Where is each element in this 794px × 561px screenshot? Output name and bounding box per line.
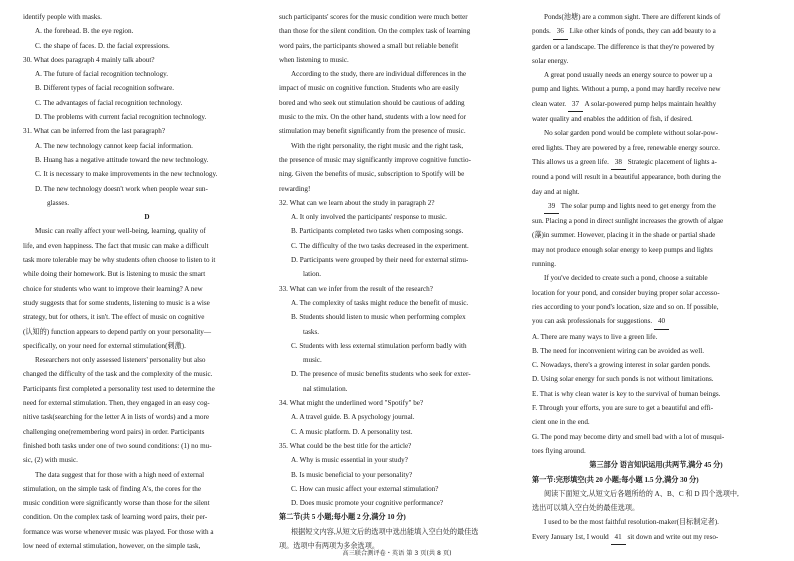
line-text: need for external stimulation. Then, they engaged in an easy cog- — [23, 399, 210, 408]
text-line — [279, 110, 527, 124]
text-line — [532, 199, 780, 214]
text-line — [23, 439, 271, 453]
line-text: sun. Placing a pond in direct sunlight increases the growth of algae — [532, 217, 724, 226]
line-text: C. Students with less external stimulation perform badly with — [291, 341, 467, 350]
line-text: choice for students who want to improve their learning? A new — [23, 284, 203, 293]
line-text: E. That is why clean water is key to the survival of human beings. — [532, 389, 721, 398]
line-text: round a pond will result in a beautiful appearance, both during the — [532, 173, 721, 182]
line-text-after-blank: Strategic placement of lights a- — [627, 157, 717, 166]
line-text: changed the difficulty of the task and the complexity of the music. — [23, 370, 213, 379]
text-line — [532, 155, 780, 170]
line-text: 35. What could be the best title for the article? — [279, 441, 412, 450]
text-line — [279, 67, 527, 81]
text-line — [279, 24, 527, 38]
line-text: ning. Given the benefits of music, subscription to Spotify will be — [279, 170, 465, 179]
line-text: solar energy. — [532, 56, 569, 65]
line-text: D. The problems with current facial recognition technology. — [35, 113, 207, 122]
text-line — [23, 325, 271, 339]
line-text: I used to be the most faithful resolution-maker(目标制定者). — [544, 518, 719, 527]
line-text-after-blank: A solar-powered pump helps maintain healthy — [584, 99, 717, 108]
text-line — [279, 396, 527, 410]
line-text: 30. What does paragraph 4 mainly talk about? — [23, 55, 155, 64]
text-line — [532, 170, 780, 184]
line-text: condition. On the complex task of learning word pairs, their per- — [23, 513, 208, 522]
line-text: D. Using solar energy for such ponds is not without limitations. — [532, 375, 714, 384]
text-line — [532, 97, 780, 112]
line-text: A. The future of facial recognition technology. — [35, 70, 169, 79]
line-text: identify people with masks. — [23, 13, 102, 21]
text-line — [23, 267, 271, 281]
line-text: The data suggest that for those with a high need of external — [35, 470, 205, 479]
line-text: Music can really affect your well-being, learning, quality of — [35, 227, 206, 236]
line-text: A great pond usually needs an energy source to power up a — [544, 71, 713, 80]
text-line — [279, 182, 527, 196]
line-text: If you've decided to create such a pond, choose a suitable — [544, 274, 708, 283]
text-line — [279, 325, 527, 339]
text-line — [279, 296, 527, 310]
text-line — [23, 482, 271, 496]
text-line — [532, 473, 780, 487]
text-line — [23, 396, 271, 410]
text-line — [279, 282, 527, 296]
text-line — [279, 53, 527, 67]
text-line — [23, 182, 271, 196]
text-line — [279, 453, 527, 467]
text-line — [532, 330, 780, 344]
line-text: stimulation, on the simple task of finding A's, the cores for the — [23, 484, 201, 493]
answer-blank: 41 — [611, 530, 626, 545]
line-text: D — [144, 213, 150, 222]
text-line — [279, 153, 527, 167]
line-text: Researchers not only assessed listeners' personality but also — [35, 356, 206, 365]
line-text: task more tolerable may be why students often choose to listen to it — [23, 256, 216, 265]
text-line — [279, 525, 527, 539]
text-line — [279, 39, 527, 53]
answer-blank: 40 — [654, 314, 669, 329]
answer-blank: 37 — [568, 97, 583, 112]
line-text: 33. What can we infer from the result of the research? — [279, 284, 433, 293]
text-line — [279, 382, 527, 396]
line-text: 32. What can we learn about the study in paragraph 2? — [279, 198, 435, 207]
line-text: music to the mix. On the other hand, students with a low need for — [279, 113, 467, 122]
text-line — [532, 82, 780, 96]
text-line — [23, 468, 271, 482]
line-text: 选出可以填入空白处的最佳选项。 — [532, 504, 640, 513]
text-line — [23, 167, 271, 181]
line-text: nitive task(searching for the letter A in lists of words) and a more — [23, 413, 210, 422]
text-line — [23, 124, 271, 138]
text-line — [23, 81, 271, 95]
text-line — [532, 54, 780, 68]
text-line — [23, 67, 271, 81]
line-text: toes flying around. — [532, 446, 586, 455]
line-text: 项。选项中有两项为多余选项。 — [279, 541, 379, 550]
line-text: challenging one(remembering word pairs) in order. Participants — [23, 427, 205, 436]
text-line — [279, 353, 527, 367]
line-text: A. There are many ways to live a green life. — [532, 332, 658, 341]
text-line — [532, 24, 780, 39]
text-line — [279, 482, 527, 496]
text-line — [532, 68, 780, 82]
line-text: D. Does music promote your cognitive performance? — [291, 499, 444, 508]
line-text: B. Is music beneficial to your personality? — [291, 470, 413, 479]
text-line — [23, 310, 271, 324]
text-line — [532, 141, 780, 155]
line-text: C. Nowadays, there's a growing interest in solar garden ponds. — [532, 361, 711, 370]
line-text: study suggests that for some students, listening to music is a wise — [23, 298, 210, 307]
line-text: Every January 1st, I would — [532, 532, 609, 541]
text-line — [532, 243, 780, 257]
text-line — [23, 382, 271, 396]
text-line — [23, 282, 271, 296]
text-line — [23, 367, 271, 381]
line-text: finished both tasks under one of two sound conditions: (1) no mu- — [23, 441, 212, 450]
line-text: water quality and enables the addition of fish, if desired. — [532, 115, 693, 124]
line-text: low need of external stimulation, however, on the simple task, — [23, 541, 201, 550]
line-text: word pairs, the participants showed a small but reliable benefit — [279, 41, 459, 50]
line-text: A. The complexity of tasks might reduce the benefit of music. — [291, 298, 469, 307]
text-line — [532, 530, 780, 545]
line-text: 第一节:完形填空(共 20 小题;每小题 1.5 分,满分 30 分) — [532, 475, 699, 484]
line-text: lation. — [303, 270, 322, 279]
line-text: D. Participants were grouped by their need for external stimu- — [291, 256, 469, 265]
answer-blank: 39 — [544, 199, 559, 214]
line-text: A. Why is music essential in your study? — [291, 456, 408, 465]
line-text: 34. What might the underlined word "Spotify" be? — [279, 399, 424, 408]
text-line — [23, 110, 271, 124]
text-line — [23, 24, 271, 38]
line-text: cient one in the end. — [532, 418, 590, 427]
line-text: garden or a landscape. The difference is that they're powered by — [532, 42, 715, 51]
line-text: 第二节(共 5 小题;每小题 2 分,满分 10 分) — [279, 513, 406, 522]
answer-blank: 36 — [553, 24, 568, 39]
text-line — [279, 167, 527, 181]
text-line — [532, 344, 780, 358]
text-line — [279, 124, 527, 138]
text-line — [532, 185, 780, 199]
text-line — [532, 300, 780, 314]
text-line — [279, 196, 527, 210]
line-text: D. The presence of music benefits students who seek for exter- — [291, 370, 471, 379]
line-text: impact of music on cognitive function. Students who are easily — [279, 84, 460, 93]
line-text: C. How can music affect your external stimulation? — [291, 484, 439, 493]
line-text: while doing their homework. But is listening to music the smart — [23, 270, 206, 279]
line-text: running. — [532, 260, 556, 269]
text-line — [279, 510, 527, 524]
text-line — [532, 126, 780, 140]
text-line — [279, 210, 527, 224]
line-text: A. The new technology cannot keep facial information. — [35, 141, 193, 150]
text-line — [532, 387, 780, 401]
text-line — [532, 444, 780, 458]
text-line — [23, 425, 271, 439]
line-text: No solar garden pond would be complete without solar-pow- — [544, 129, 718, 138]
line-text: tasks. — [303, 327, 320, 336]
text-line — [279, 468, 527, 482]
line-text: C. The advantages of facial recognition technology. — [35, 98, 183, 107]
text-line — [532, 515, 780, 529]
line-text: bored and who seek out stimulation should be cautious of adding — [279, 98, 465, 107]
answer-blank: 38 — [611, 155, 626, 170]
text-line — [23, 253, 271, 267]
line-text: than those for the silent condition. On the complex task of learning — [279, 27, 471, 36]
line-text: formance was worse whenever music was played. For those with a — [23, 527, 214, 536]
line-text: rewarding! — [279, 184, 311, 193]
line-text: glasses. — [47, 198, 70, 207]
line-text: may not produce enough solar energy to keep pumps and lights — [532, 245, 713, 254]
line-text: ponds. — [532, 27, 551, 36]
line-text: C. the shape of faces. D. the facial expressions. — [35, 41, 170, 50]
page-footer: 高三联合测评卷・英语 第 3 页(共 8 页) — [342, 550, 452, 557]
line-text: such participants' scores for the music condition were much better — [279, 13, 468, 21]
line-text: music condition were significantly worse than those for the silent — [23, 499, 210, 508]
text-line — [532, 401, 780, 415]
text-line — [279, 425, 527, 439]
line-text: C. A music platform. D. A personality test. — [291, 427, 413, 436]
column-left — [23, 10, 271, 553]
line-text: sic, (2) with music. — [23, 456, 78, 465]
text-line — [532, 430, 780, 444]
line-text: specifically, on your need for external stimulation(刺激). — [23, 341, 186, 350]
line-text: C. The difficulty of the two tasks decreased in the experiment. — [291, 241, 469, 250]
column-middle — [279, 10, 527, 553]
text-line — [23, 239, 271, 253]
text-line — [279, 253, 527, 267]
text-line — [532, 314, 780, 329]
line-text: A. It only involved the participants' response to music. — [291, 213, 447, 222]
text-line — [279, 81, 527, 95]
text-line — [23, 39, 271, 53]
text-line — [23, 339, 271, 353]
text-line — [279, 224, 527, 238]
text-line — [279, 96, 527, 110]
line-text: B. The need for inconvenient wiring can be avoided as well. — [532, 346, 704, 355]
text-line — [532, 286, 780, 300]
line-text: G. The pond may become dirty and smell bad with a lot of musqui- — [532, 432, 725, 441]
text-line — [532, 372, 780, 386]
text-line — [279, 439, 527, 453]
line-text: B. Different types of facial recognition software. — [35, 84, 175, 93]
column-right — [532, 10, 780, 545]
text-line — [279, 139, 527, 153]
text-line — [532, 487, 780, 501]
line-text: music. — [303, 356, 322, 365]
text-line — [23, 10, 271, 24]
line-text: With the right personality, the right music and the right task, — [291, 141, 464, 150]
text-line — [23, 496, 271, 510]
text-line — [279, 310, 527, 324]
text-line — [23, 53, 271, 67]
line-text: B. Huang has a negative attitude toward the new technology. — [35, 155, 209, 164]
text-line — [532, 415, 780, 429]
line-text: you can ask professionals for suggestions. — [532, 317, 653, 326]
line-text: day and at night. — [532, 187, 580, 196]
text-line — [532, 271, 780, 285]
line-text: F. Through your efforts, you are sure to get a beautiful and effi- — [532, 404, 714, 413]
line-text: 根据短文内容,从短文后的选项中选出能填入空白处的最佳选 — [291, 527, 479, 536]
line-text: the presence of music may significantly improve cognitive functio- — [279, 155, 471, 164]
line-text: A. A travel guide. B. A psychology journal. — [291, 413, 415, 422]
line-text: B. Students should listen to music when performing complex — [291, 313, 466, 322]
text-line — [279, 239, 527, 253]
text-line — [532, 501, 780, 515]
line-text: According to the study, there are individual differences in the — [291, 70, 467, 79]
text-line — [23, 196, 271, 210]
text-line — [532, 358, 780, 372]
line-text: D. The new technology doesn't work when people wear sun- — [35, 184, 208, 193]
text-line — [23, 353, 271, 367]
text-line — [23, 296, 271, 310]
text-line — [23, 96, 271, 110]
line-text: ries according to your pond's location, size and so on. If possible, — [532, 302, 719, 311]
text-line — [23, 139, 271, 153]
line-text: stimulation may benefit significantly from the presence of music. — [279, 127, 466, 136]
text-line — [23, 453, 271, 467]
line-text: Participants first completed a personality test used to determine the — [23, 384, 215, 393]
line-text: Ponds(池塘) are a common sight. There are different kinds of — [544, 13, 721, 21]
text-line — [532, 257, 780, 271]
line-text: when listening to music. — [279, 55, 349, 64]
line-text: B. Participants completed two tasks when composing songs. — [291, 227, 464, 236]
text-line — [532, 228, 780, 242]
text-line — [279, 410, 527, 424]
text-line — [279, 496, 527, 510]
line-text: life, and even happiness. The fact that music can make a difficult — [23, 241, 209, 250]
text-line — [23, 153, 271, 167]
text-line — [23, 525, 271, 539]
text-line — [532, 40, 780, 54]
line-text: 第三部分 语言知识运用(共两节,满分 45 分) — [589, 461, 723, 470]
line-text: C. It is necessary to make improvements in the new technology. — [35, 170, 218, 179]
text-line — [23, 224, 271, 238]
line-text: 阅读下面短文,从短文后各题所给的 A、B、C 和 D 四个选项中, — [544, 489, 739, 498]
text-line — [279, 367, 527, 381]
text-line — [23, 510, 271, 524]
line-text: location for your pond, and consider buying proper solar accesso- — [532, 288, 720, 297]
text-line — [532, 10, 780, 24]
line-text: This allows us a green life. — [532, 157, 609, 166]
line-text: 31. What can be inferred from the last paragraph? — [23, 127, 166, 136]
text-line — [279, 10, 527, 24]
line-text: nal stimulation. — [303, 384, 348, 393]
line-text: pump and lights. Without a pump, a pond may hardly receive new — [532, 85, 721, 94]
line-text: clean water. — [532, 99, 567, 108]
line-text: A. the forehead. B. the eye region. — [35, 27, 134, 36]
text-line — [532, 112, 780, 126]
text-line — [279, 339, 527, 353]
line-text-after-blank: sit down and write out my reso- — [627, 532, 719, 541]
line-text-after-blank: Like other kinds of ponds, they can add beauty to a — [569, 27, 716, 36]
text-line — [23, 210, 271, 224]
text-line — [279, 267, 527, 281]
line-text: (认知的) function appears to depend partly on your personality— — [23, 327, 211, 336]
line-text: strategy, but for others, it isn't. The effect of music on cognitive — [23, 313, 205, 322]
text-line — [532, 458, 780, 472]
text-line — [532, 214, 780, 228]
line-text: ered lights. They are powered by a free, renewable energy source. — [532, 143, 720, 152]
line-text-after-blank: The solar pump and lights need to get energy from the — [560, 201, 716, 210]
text-line — [23, 410, 271, 424]
line-text: (藻)in summer. However, placing it in the shade or partial shade — [532, 231, 716, 240]
